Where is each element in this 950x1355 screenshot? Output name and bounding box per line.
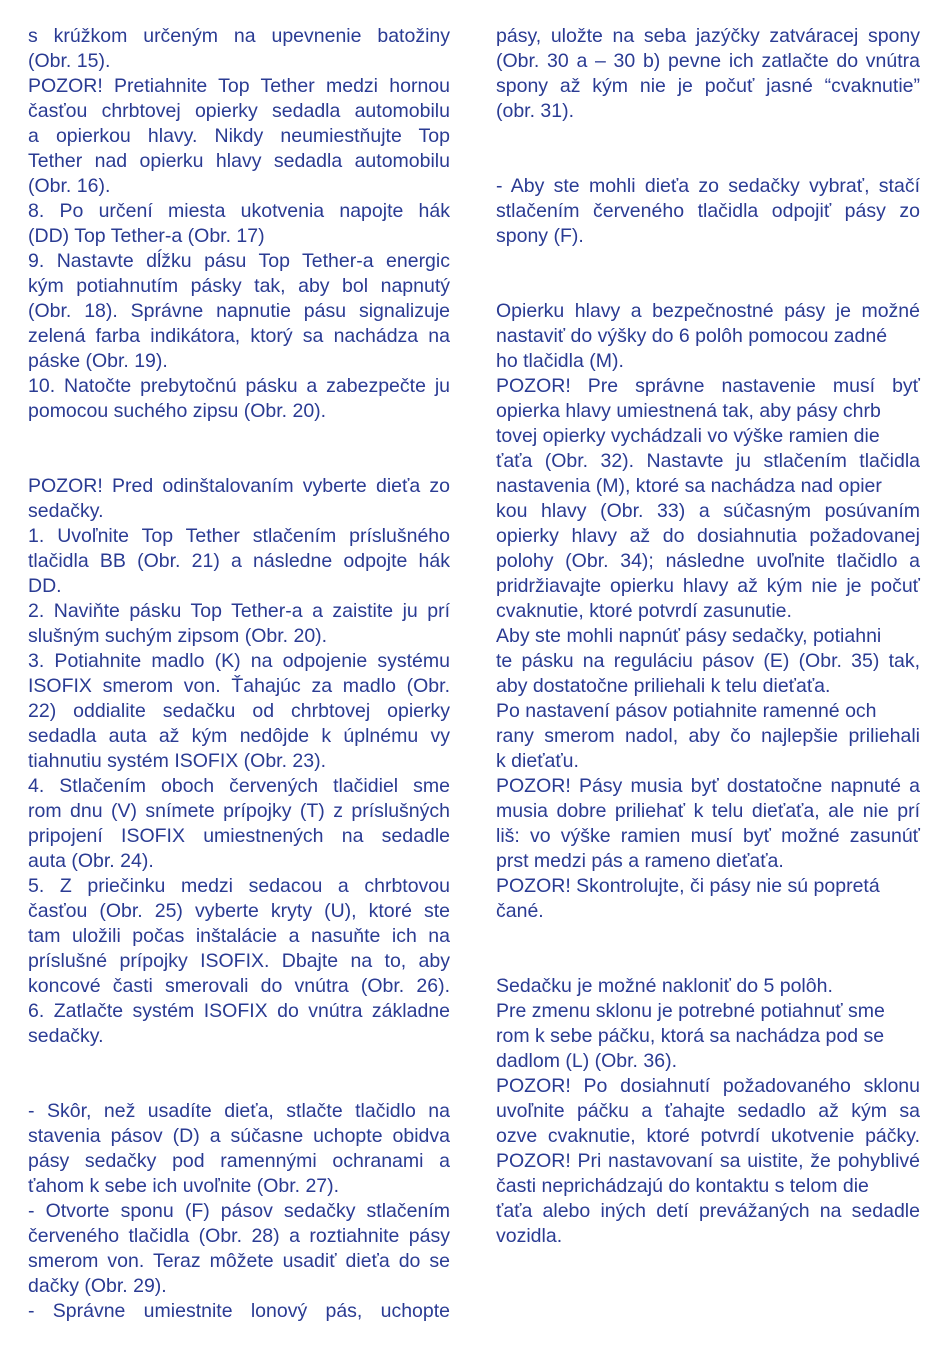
text-line: auta (Obr. 24). — [28, 850, 154, 872]
text-line: rom k sebe páčku, ktorá sa nachádza pod se — [496, 1025, 885, 1047]
paragraph-gap — [28, 424, 450, 474]
text-line: aby dostatočne priliehali k telu dieťaťa. — [496, 675, 831, 697]
text-line: slušným suchým zipsom (Obr. 20). — [28, 625, 328, 647]
text-line: musia dobre priliehať k telu dieťaťa, ale nie prí — [496, 800, 920, 822]
text-line: ozve cvaknutie, ktoré potvrdí ukotvenie páčky. — [496, 1125, 920, 1147]
text-line: spony (F). — [496, 225, 584, 247]
paragraph-gap — [28, 1049, 450, 1099]
text-line: časťou chrbtovej opierky sedadla automobilu — [28, 100, 450, 122]
text-line: dadlom (L) (Obr. 36). — [496, 1050, 677, 1072]
text-line: kou hlavy (Obr. 33) a súčasným posúvaním — [496, 500, 920, 522]
right-column — [496, 24, 920, 1249]
text-line: Tether nad opierku hlavy sedadla automobilu — [28, 150, 450, 172]
text-line: POZOR! Skontrolujte, či pásy nie sú popretá — [496, 875, 880, 897]
text-line: tiahnutiu systém ISOFIX (Obr. 23). — [28, 750, 327, 772]
text-line: 5. Z priečinku medzi sedacou a chrbtovou — [28, 875, 450, 897]
text-line: smerom von. Teraz môžete usadiť dieťa do se — [28, 1250, 450, 1272]
text-line: kým potiahnutím pásky tak, aby bol napnutý — [28, 275, 450, 297]
text-line: tlačidla BB (Obr. 21) a následne odpojte hák — [28, 550, 450, 572]
text-line: (Obr. 16). — [28, 175, 111, 197]
text-line: ťahom k sebe ich uvoľnite (Obr. 27). — [28, 1175, 340, 1197]
text-line: (obr. 31). — [496, 100, 575, 122]
text-line: 22) oddialite sedačku od chrbtovej opierky — [28, 700, 450, 722]
text-line: rom dnu (V) snímete prípojky (T) z príslušných — [28, 800, 450, 822]
text-line: 4. Stlačením oboch červených tlačidiel sme — [28, 775, 450, 797]
text-line: časťou (Obr. 25) vyberte kryty (U), ktoré ste — [28, 900, 450, 922]
text-line: - Správne umiestnite lonový pás, uchopte — [28, 1300, 450, 1322]
text-line: sedačky. — [28, 1025, 104, 1047]
text-line: sedadla auta až kým nedôjde k úplnému vy — [28, 725, 450, 747]
text-line: ho tlačidla (M). — [496, 350, 624, 372]
text-line: cvaknutie, ktoré potvrdí zasunutie. — [496, 600, 792, 622]
text-line: pásy sedačky pod ramennými ochranami a — [28, 1150, 450, 1172]
text-line: príslušné prípojky ISOFIX. Dbajte na to, aby — [28, 950, 450, 972]
text-line: s krúžkom určeným na upevnenie batožiny — [28, 25, 450, 47]
text-line: Opierku hlavy a bezpečnostné pásy je možné — [496, 300, 920, 322]
text-line: zelená farba indikátora, ktorý sa nachádza na — [28, 325, 450, 347]
text-line: 6. Zatlačte systém ISOFIX do vnútra základne — [28, 1000, 450, 1022]
text-line: - Skôr, než usadíte dieťa, stlačte tlačidlo na — [28, 1100, 450, 1122]
text-line: stlačením červeného tlačidla odpojiť pásy zo — [496, 200, 920, 222]
text-line: Po nastavení pásov potiahnite ramenné och — [496, 700, 877, 722]
text-line: k dieťaťu. — [496, 750, 579, 772]
text-line: prst medzi pás a rameno dieťaťa. — [496, 850, 784, 872]
text-line: ťaťa alebo iných detí prevážaných na sedadle — [496, 1200, 920, 1222]
text-line: DD. — [28, 575, 62, 597]
text-line: 8. Po určení miesta ukotvenia napojte hák — [28, 200, 450, 222]
text-line: POZOR! Pred odinštalovaním vyberte dieťa zo — [28, 475, 450, 497]
text-line: pridržiavajte opierku hlavy až kým nie je počuť — [496, 575, 920, 597]
text-line: 10. Natočte prebytočnú pásku a zabezpečte ju — [28, 375, 450, 397]
text-line: pásy, uložte na seba jazýčky zatváracej spony — [496, 25, 920, 47]
text-line: (Obr. 18). Správne napnutie pásu signalizuje — [28, 300, 450, 322]
text-line: červeného tlačidla (Obr. 28) a roztiahnite pásy — [28, 1225, 450, 1247]
text-line: 1. Uvoľnite Top Tether stlačením príslušného — [28, 525, 450, 547]
text-line: opierky hlavy až do dosiahnutia požadovanej — [496, 525, 920, 547]
paragraph-gap — [496, 124, 920, 174]
text-line: - Otvorte sponu (F) pásov sedačky stlačením — [28, 1200, 450, 1222]
text-line: tovej opierky vychádzali vo výške ramien die — [496, 425, 880, 447]
text-line: 9. Nastavte dĺžku pásu Top Tether-a energic — [28, 250, 450, 272]
text-line: POZOR! Pri nastavovaní sa uistite, že pohyblivé — [496, 1150, 920, 1172]
paragraph-gap — [496, 924, 920, 974]
text-line: opierka hlavy umiestnená tak, aby pásy chrb — [496, 400, 881, 422]
text-line: polohy (Obr. 34); následne uvoľnite tlačidlo a — [496, 550, 920, 572]
text-line: nastavenia (M), ktoré sa nachádza nad opier — [496, 475, 882, 497]
text-line: 3. Potiahnite madlo (K) na odpojenie systému — [28, 650, 450, 672]
text-line: a opierkou hlavy. Nikdy neumiestňujte Top — [28, 125, 450, 147]
left-column — [28, 24, 450, 1324]
text-line: pripojení ISOFIX umiestnených na sedadle — [28, 825, 450, 847]
text-line: pomocou suchého zipsu (Obr. 20). — [28, 400, 327, 422]
text-line: POZOR! Pre správne nastavenie musí byť — [496, 375, 920, 397]
text-line: spony až kým nie je počuť jasné “cvaknutie” — [496, 75, 920, 97]
text-line: (Obr. 30 a – 30 b) pevne ich zatlačte do vnútra — [496, 50, 920, 72]
text-line: POZOR! Pretiahnite Top Tether medzi hornou — [28, 75, 450, 97]
text-line: 2. Naviňte pásku Top Tether-a a zaistite ju prí — [28, 600, 450, 622]
text-line: vozidla. — [496, 1225, 563, 1247]
text-line: Sedačku je možné nakloniť do 5 polôh. — [496, 975, 833, 997]
text-line: dačky (Obr. 29). — [28, 1275, 167, 1297]
text-line: (DD) Top Tether-a (Obr. 17) — [28, 225, 265, 247]
text-line: uvoľnite páčku a ťahajte sedadlo až kým sa — [496, 1100, 920, 1122]
text-line: POZOR! Pásy musia byť dostatočne napnuté a — [496, 775, 920, 797]
text-line: ťaťa (Obr. 32). Nastavte ju stlačením tlačidla — [496, 450, 920, 472]
text-line: ISOFIX smerom von. Ťahajúc za madlo (Obr. — [28, 675, 450, 697]
text-line: (Obr. 15). — [28, 50, 111, 72]
text-line: stavenia pásov (D) a súčasne uchopte obidva — [28, 1125, 450, 1147]
text-line: časti neprichádzajú do kontaktu s telom die — [496, 1175, 869, 1197]
text-line: POZOR! Po dosiahnutí požadovaného sklonu — [496, 1075, 920, 1097]
text-line: liš: vo výške ramien musí byť možné zasunúť — [496, 825, 920, 847]
text-line: tam uložili počas inštalácie a nasuňte ich na — [28, 925, 450, 947]
text-line: rany smerom nadol, aby čo najlepšie priliehali — [496, 725, 920, 747]
text-line: koncové časti smerovali do vnútra (Obr. 26). — [28, 975, 450, 997]
text-line: sedačky. — [28, 500, 104, 522]
text-line: nastaviť do výšky do 6 polôh pomocou zadné — [496, 325, 888, 347]
text-line: Pre zmenu sklonu je potrebné potiahnuť sme — [496, 1000, 885, 1022]
text-line: páske (Obr. 19). — [28, 350, 168, 372]
paragraph-gap — [496, 249, 920, 299]
text-line: čané. — [496, 900, 544, 922]
text-line: te pásku na reguláciu pásov (E) (Obr. 35) tak, — [496, 650, 920, 672]
text-line: Aby ste mohli napnúť pásy sedačky, potiahni — [496, 625, 882, 647]
text-line: - Aby ste mohli dieťa zo sedačky vybrať, stačí — [496, 175, 920, 197]
